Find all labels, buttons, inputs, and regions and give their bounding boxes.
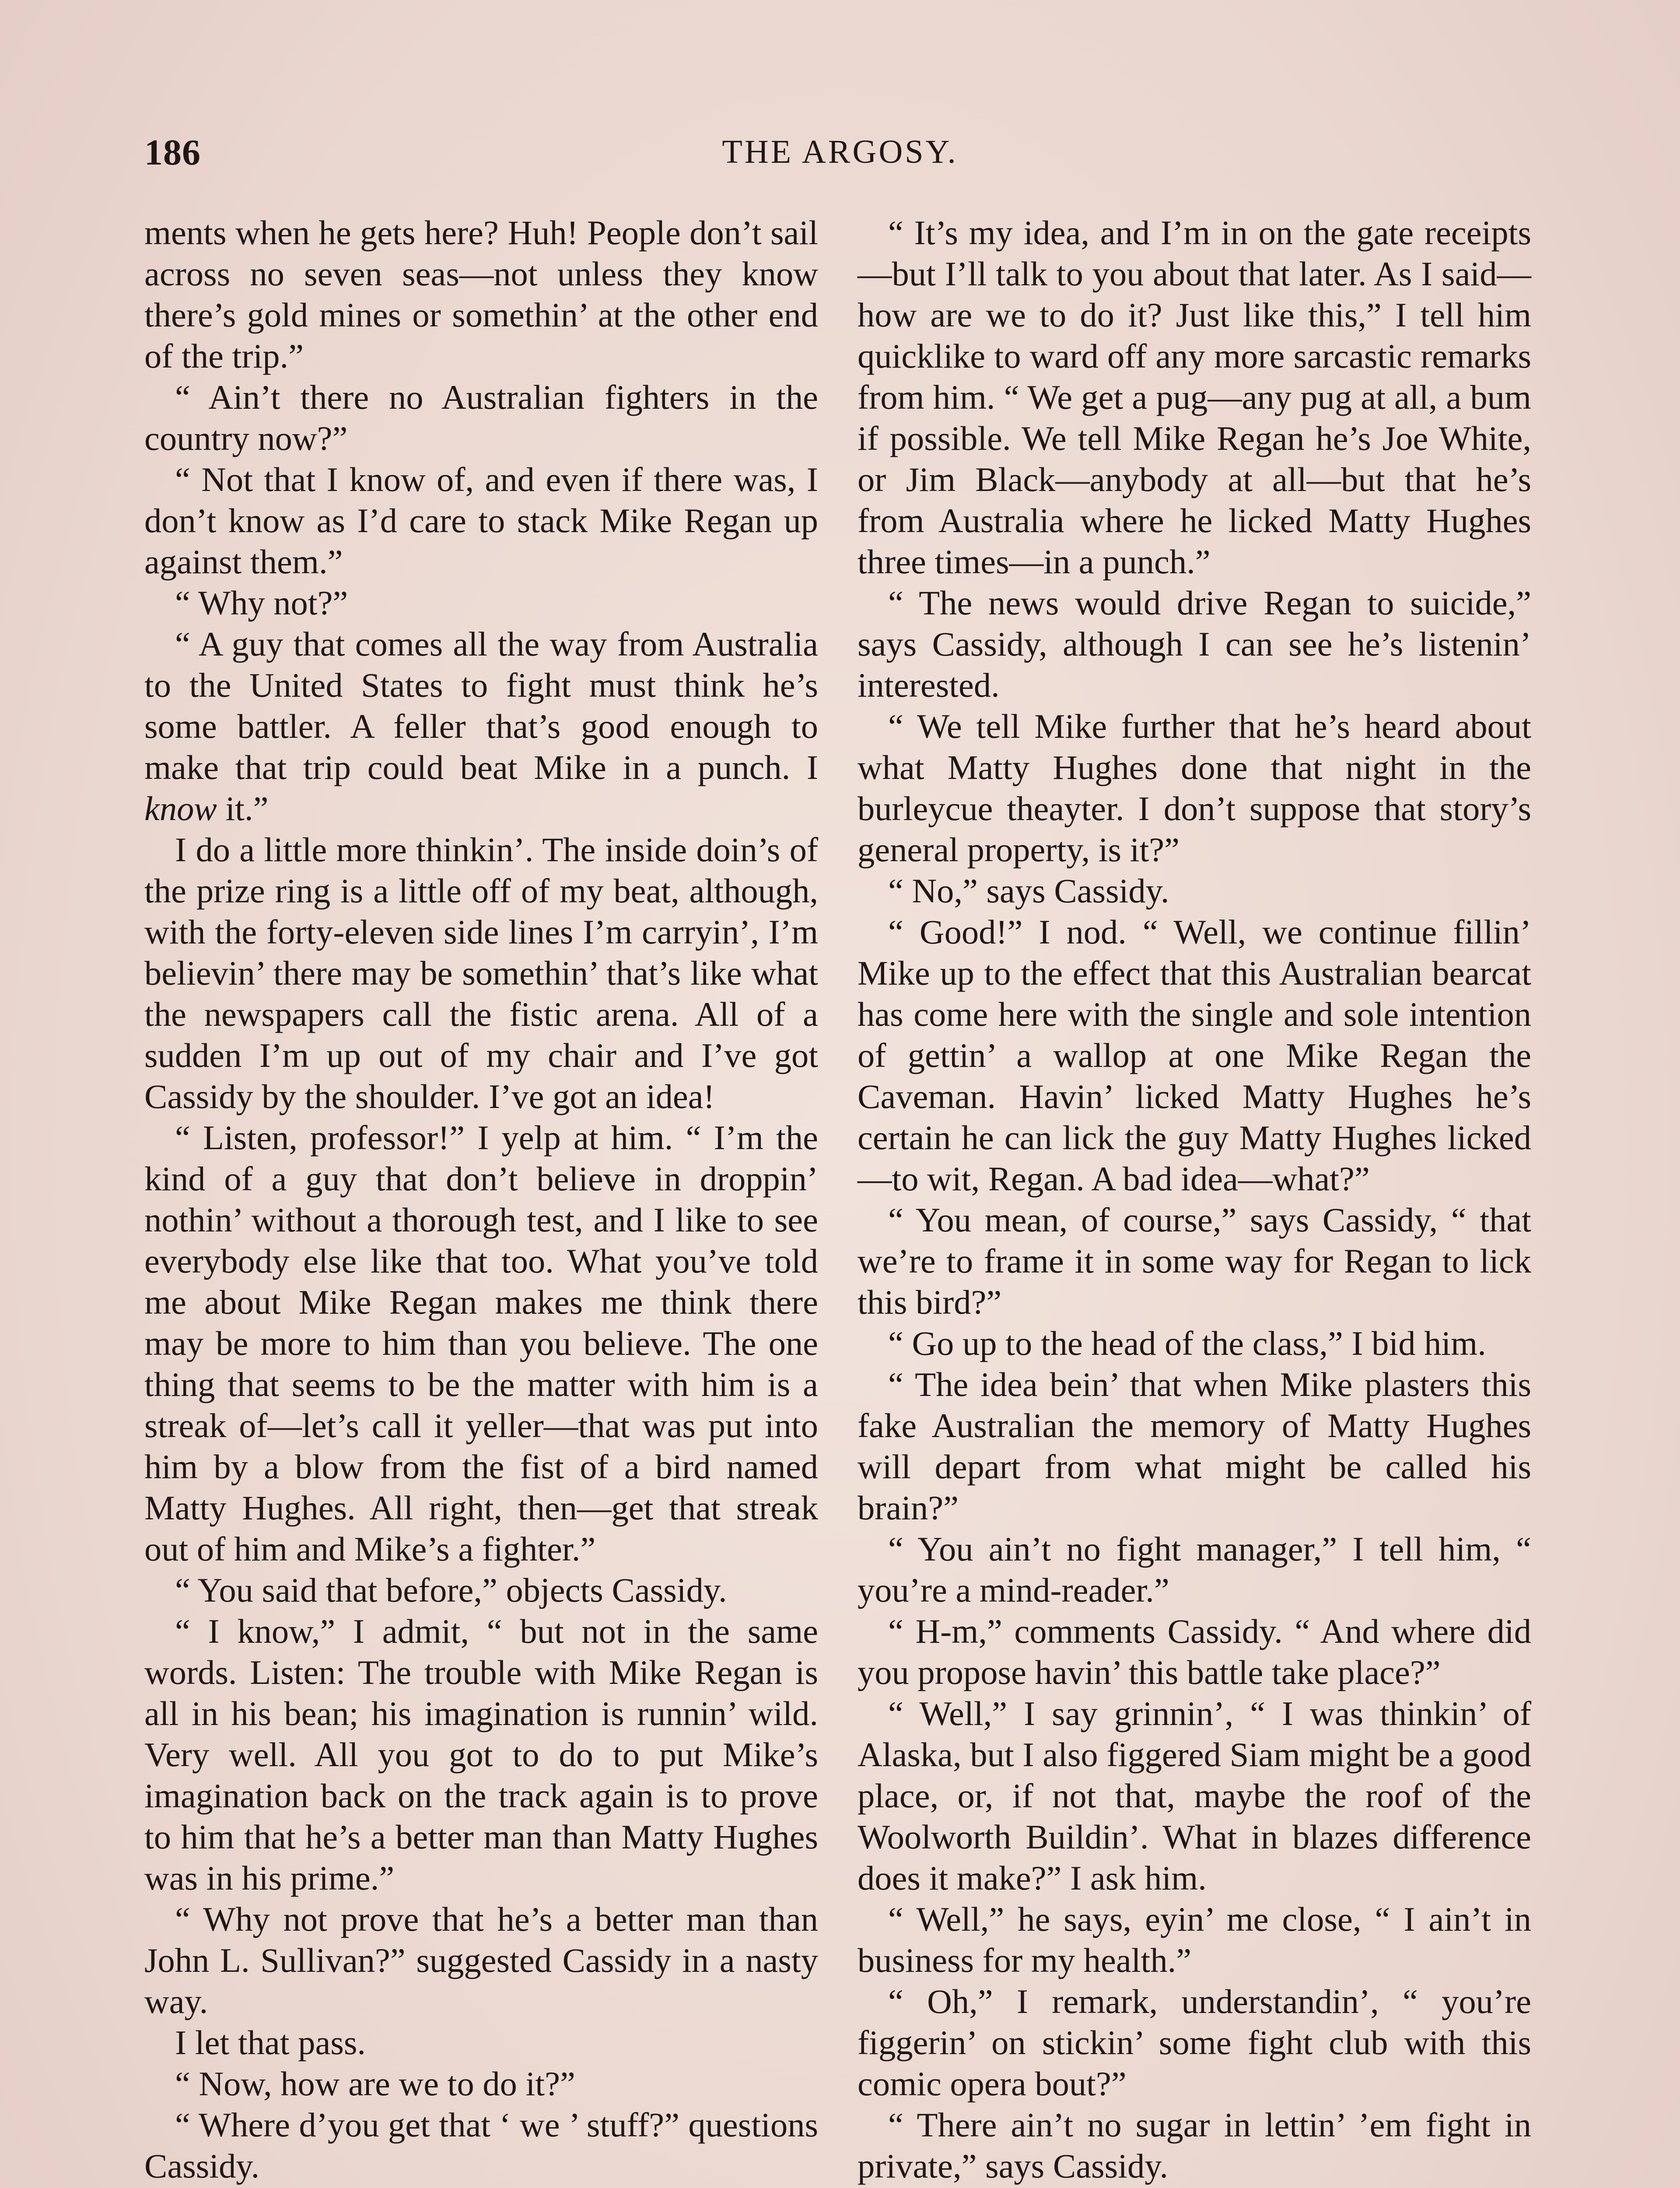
paragraph: “ I know,” I admit, “ but not in the same words. Listen: The trouble with Mike Regan is all in his bean; his imagination is runnin’ wild. Very well. All you got to do to put Mike’s imagination back on the track again is to prove to him that he’s a better man than Matty Hughes was in his prime.”	[144, 1612, 818, 1897]
paragraph: “ Well,” he says, eyin’ me close, “ I ain’t in business for my health.”	[858, 1900, 1531, 1979]
paragraph: “ Well,” I say grinnin’, “ I was thinkin’ of Alaska, but I also figgered Siam might be a good place, or, if not that, maybe the roof of the Woolworth Buildin’. What in blazes difference does it make?” I ask him.	[858, 1694, 1531, 1897]
paragraph: “ H-m,” comments Cassidy. “ And where did you propose havin’ this battle take place?”	[858, 1612, 1531, 1691]
right-text-column	[858, 212, 1531, 2188]
paragraph: “ Why not?”	[175, 584, 348, 622]
paragraph: “ The news would drive Regan to suicide,” says Cassidy, although I can see he’s listenin’ interested.	[858, 584, 1531, 704]
paragraph: “ The idea bein’ that when Mike plasters this fake Australian the memory of Matty Hughes will depart from what might be called his brain?”	[858, 1365, 1531, 1527]
paragraph: “ A guy that comes all the way from Australia to the United States to fight must think he’s some battler. A feller that’s good enough to make that trip could beat Mike in a punch. I know it.”	[144, 625, 818, 828]
paragraph: “ We tell Mike further that he’s heard about what Matty Hughes done that night in the burleycue theayter. I don’t suppose that story’s general property, is it?”	[858, 707, 1531, 869]
paragraph: “ Not that I know of, and even if there was, I don’t know as I’d care to stack Mike Regan up against them.”	[144, 460, 818, 581]
paragraph: I do a little more thinkin’. The inside doin’s of the prize ring is a little off of my beat, although, with the forty-eleven side lines I’m carryin’, I’m believin’ there may be somethin’ that’s like what the newspapers call the fistic arena. All of a sudden I’m up out of my chair and I’ve got Cassidy by the shoulder. I’ve got an idea!	[144, 831, 818, 1115]
page-header	[144, 131, 1536, 179]
paragraph: “ No,” says Cassidy.	[888, 872, 1169, 910]
running-title: THE ARGOSY.	[722, 133, 958, 170]
paragraph: “ Good!” I nod. “ Well, we continue fillin’ Mike up to the effect that this Australian bearcat has come here with the single and sole intention of gettin’ a wallop at one Mike Regan the Caveman. Havin’ licked Matty Hughes he’s certain he can lick the guy Matty Hughes licked—to wit, Regan. A bad idea—what?”	[858, 913, 1531, 1198]
paragraph: “ You ain’t no fight manager,” I tell him, “ you’re a mind-reader.”	[858, 1530, 1531, 1609]
left-text-column	[144, 212, 818, 2188]
paragraph: “ Oh,” I remark, understandin’, “ you’re figgerin’ on stickin’ some fight club with this comic opera bout?”	[858, 1982, 1531, 2103]
paragraph: I let that pass.	[175, 2023, 366, 2062]
paragraph: “ Now, how are we to do it?”	[175, 2065, 575, 2103]
paragraph: “ You mean, of course,” says Cassidy, “ that we’re to frame it in some way for Regan to lick this bird?”	[858, 1201, 1531, 1321]
paragraph: “ Ain’t there no Australian fighters in the country now?”	[144, 378, 818, 457]
paragraph: “ Listen, professor!” I yelp at him. “ I’m the kind of a guy that don’t believe in droppin’ nothin’ without a thorough test, and I like to see everybody else like that too. What you’ve told me about Mike Regan makes me think there may be more to him than you believe. The one thing that seems to be the matter with him is a streak of—let’s call it yeller—that was put into him by a blow from the fist of a bird named Matty Hughes. All right, then—get that streak out of him and Mike’s a fighter.”	[144, 1119, 818, 1568]
paragraph: “ You said that before,” objects Cassidy.	[175, 1571, 727, 1609]
paragraph: “ Why not prove that he’s a better man than John L. Sullivan?” suggested Cassidy in a nasty way.	[144, 1900, 818, 2020]
paragraph: “ It’s my idea, and I’m in on the gate receipts—but I’ll talk to you about that later. As I said—how are we to do it? Just like this,” I tell him quicklike to ward off any more sarcastic remarks from him. “ We get a pug—any pug at all, a bum if possible. We tell Mike Regan he’s Joe White, or Jim Black—anybody at all—but that he’s from Australia where he licked Matty Hughes three times—in a punch.”	[858, 214, 1531, 581]
paragraph: ments when he gets here? Huh! People don’t sail across no seven seas—not unless they know there’s gold mines or somethin’ at the other end of the trip.”	[144, 214, 818, 375]
paragraph: “ There ain’t no sugar in lettin’ ’em fight in private,” says Cassidy.	[858, 2106, 1531, 2185]
paragraph: “ Where d’you get that ‘ we ’ stuff?” questions Cassidy.	[144, 2106, 818, 2185]
page-number: 186	[144, 132, 201, 173]
paragraph: “ Go up to the head of the class,” I bid him.	[888, 1324, 1486, 1362]
